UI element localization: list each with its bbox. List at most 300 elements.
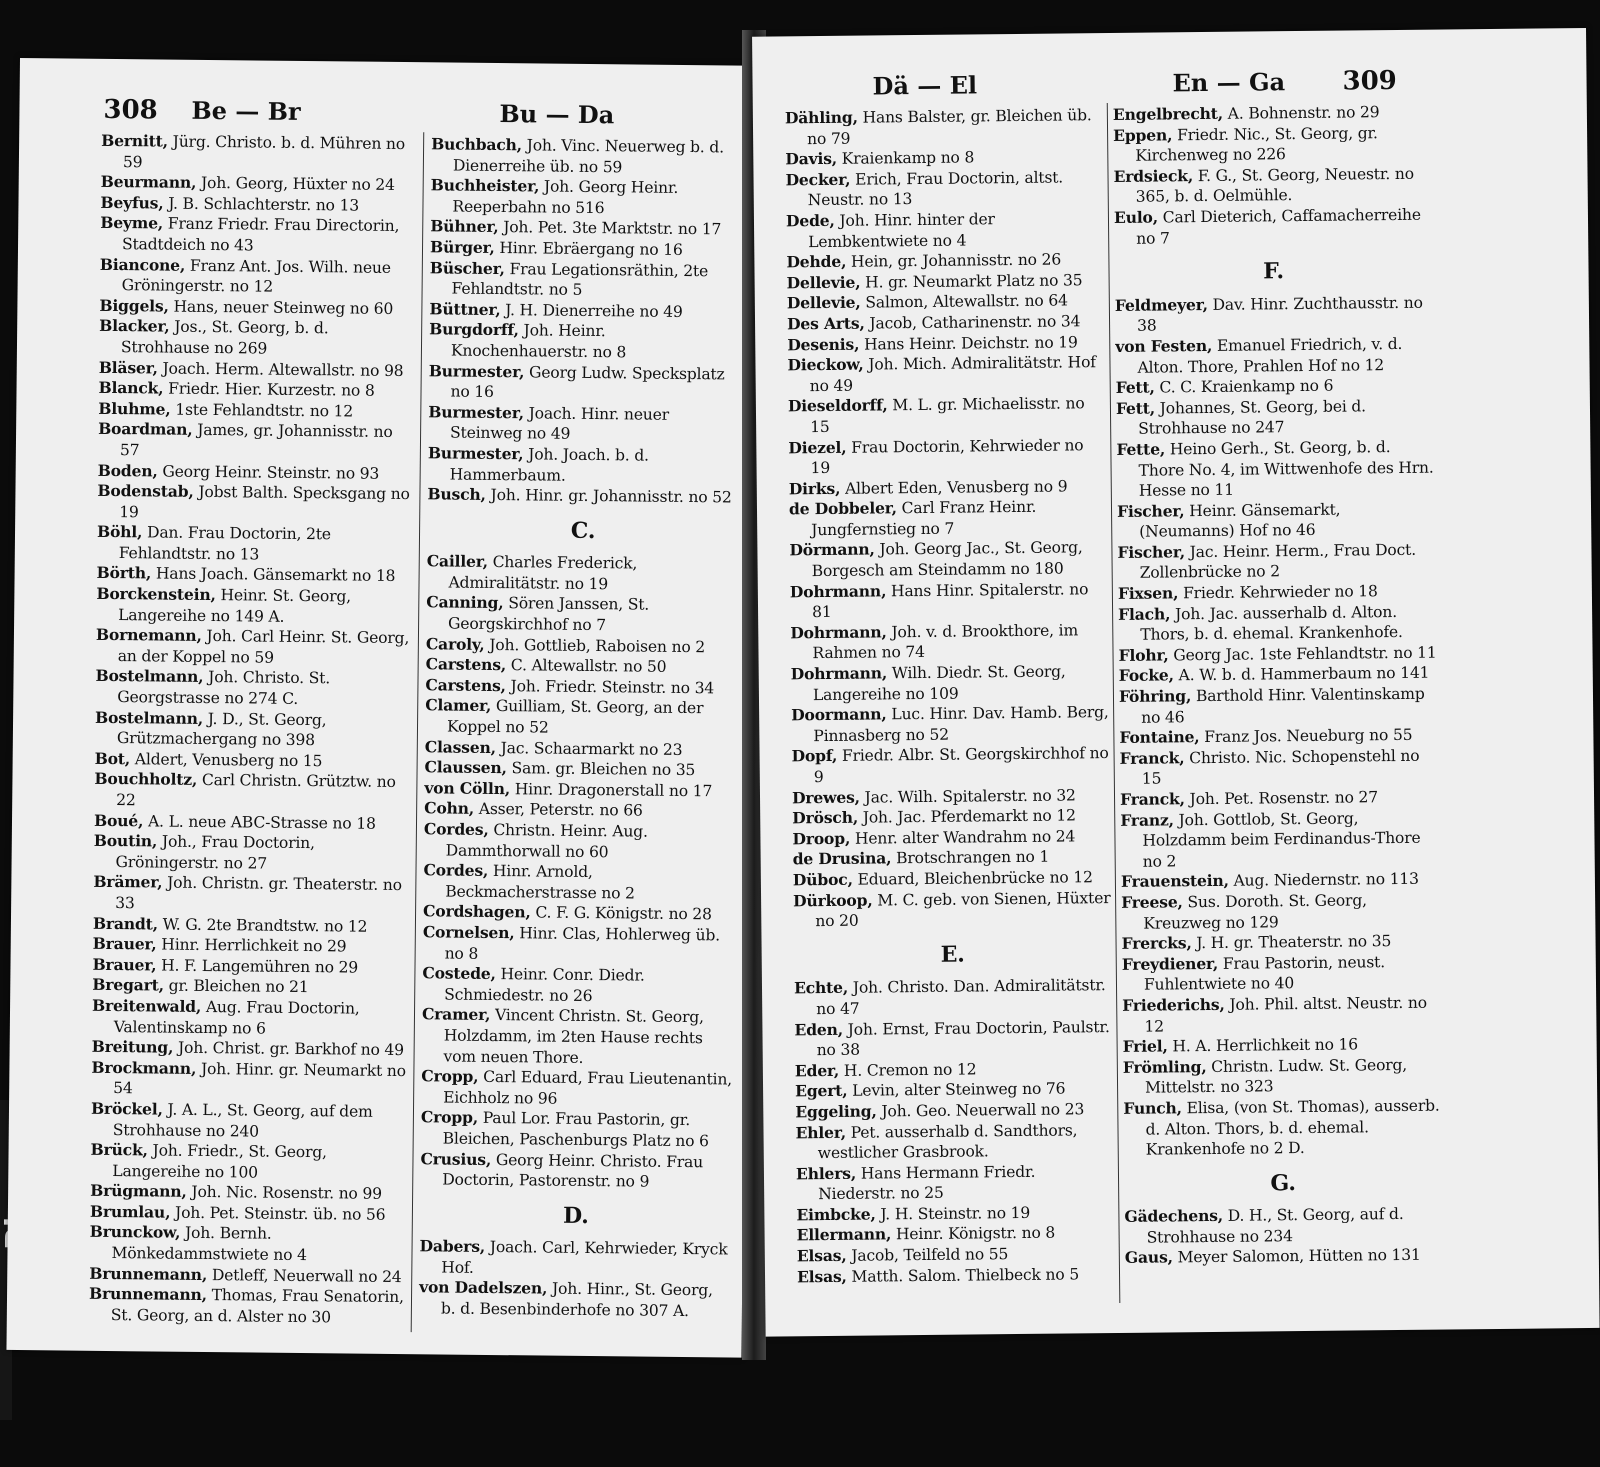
entry-surname: Drewes, <box>791 787 860 807</box>
entry-surname: Dellevie, <box>786 292 861 313</box>
entry-details: Aug. Frau Doctorin, Valentinskamp no 6 <box>113 997 360 1038</box>
entry-details: Eduard, Bleichenbrücke no 12 <box>852 868 1093 889</box>
entry-surname: Dieseldorff, <box>787 395 888 416</box>
entry-details: Frau Doctorin, Kehrwieder no 19 <box>810 435 1084 478</box>
entry-details: Johannes, St. Georg, bei d. Strohhause no 247 <box>1138 397 1366 439</box>
entry-details: J. H. Dienerreihe no 49 <box>500 300 683 321</box>
entry-details: Hans Hinr. Spitalerstr. no 81 <box>811 579 1089 622</box>
entry-surname: Brück, <box>90 1139 148 1160</box>
entry-details: Hinr. Arnold, Beckmacherstrasse no 2 <box>445 862 635 903</box>
entry-details: Salmon, Altewallstr. no 64 <box>860 291 1068 312</box>
directory-entry <box>1121 869 1439 893</box>
entry-details: Heino Gerh., St. Georg, b. d. Thore No. 4, im Wittwenhofe des Hrn. Hesse no 11 <box>1138 437 1434 500</box>
entry-details: Franz Jos. Neueburg no 55 <box>1199 726 1413 747</box>
entry-details: Jacob, Catharinenstr. no 34 <box>864 312 1081 333</box>
entry-surname: Doormann, <box>791 704 887 725</box>
entry-surname: Brunnemann, <box>89 1263 208 1284</box>
directory-entry <box>787 311 1105 335</box>
entry-details: Jac. Heinr. Herm., Frau Doct. Zollenbrücke no 2 <box>1139 540 1417 583</box>
entry-surname: Diezel, <box>788 437 847 457</box>
directory-entry <box>794 1017 1112 1062</box>
entry-surname: Dirks, <box>788 478 841 499</box>
directory-entry <box>428 361 740 405</box>
entry-details: Detleff, Neuerwall no 24 <box>207 1265 402 1286</box>
entry-surname: Cohn, <box>424 798 475 819</box>
entry-surname: Bot, <box>94 748 131 769</box>
entry-surname: Cordshagen, <box>422 901 531 922</box>
entry-details: M. L. gr. Michaelisstr. no 15 <box>810 394 1085 437</box>
entry-details: M. C. geb. von Sienen, Hüxter no 20 <box>815 888 1111 931</box>
entry-details: Pet. ausserhalb d. Sandthors, westlicher Grasbrook. <box>817 1120 1078 1163</box>
entry-details: Carl Christn. Grütztw. no 22 <box>116 771 396 810</box>
entry-surname: Drösch, <box>792 807 859 828</box>
directory-entry <box>1122 951 1440 996</box>
directory-entry <box>89 1284 407 1329</box>
directory-column <box>785 105 1115 1288</box>
directory-entry <box>97 522 415 567</box>
entry-details: Christn. Ludw. St. Georg, Mittelstr. no 323 <box>1144 1055 1408 1097</box>
entry-details: Heinr. Königstr. no 8 <box>891 1224 1056 1244</box>
directory-entry <box>419 1278 731 1322</box>
entry-details: Joh. Hinr., St. Georg, b. d. Besenbinderhofe no 307 A. <box>440 1280 713 1321</box>
entry-details: Aug. Niedernstr. no 113 <box>1228 870 1419 891</box>
entry-surname: Freydiener, <box>1121 953 1219 974</box>
section-letter: E. <box>940 941 965 968</box>
entry-surname: Burmester, <box>428 360 525 381</box>
entry-surname: Dellevie, <box>786 272 861 293</box>
directory-entry <box>100 213 418 258</box>
page-number: 308 <box>103 94 158 126</box>
entry-surname: Busch, <box>427 484 486 504</box>
entry-surname: Bostelmann, <box>95 666 204 687</box>
entry-details: Aldert, Venusberg no 15 <box>129 750 323 771</box>
directory-entry <box>92 996 410 1041</box>
entry-details: Luc. Hinr. Dav. Hamb. Berg, Pinnasberg no 52 <box>813 703 1109 745</box>
entry-surname: von Dadelszen, <box>419 1277 548 1299</box>
directory-entry <box>89 1222 407 1267</box>
entry-details: Hans Heinr. Deichstr. no 19 <box>859 332 1078 354</box>
directory-entry <box>1120 807 1439 872</box>
entry-details: C. Altewallstr. no 50 <box>505 656 667 677</box>
entry-surname: Clamer, <box>425 695 492 716</box>
entry-details: Joh. Joach. b. d. Hammerbaum. <box>449 445 649 485</box>
directory-entry <box>428 443 740 487</box>
entry-surname: Caroly, <box>425 633 485 654</box>
entry-details: Joh. Hinr. gr. Neumarkt no 54 <box>113 1059 406 1098</box>
entry-surname: Dohrmann, <box>789 581 887 602</box>
running-header-right: En — Ga <box>1172 67 1286 98</box>
entry-surname: Franck, <box>1119 748 1185 768</box>
entry-surname: Feldmeyer, <box>1114 294 1208 315</box>
entry-details: Christo. Nic. Schopenstehl no 15 <box>1141 746 1420 789</box>
entry-details: Frau Legationsräthin, 2te Fehlandtstr. no 5 <box>451 259 709 300</box>
entry-surname: Borckenstein, <box>96 583 216 605</box>
entry-surname: Brunckow, <box>89 1222 181 1243</box>
directory-entry <box>429 320 741 364</box>
entry-details: Joh. Gottlieb, Raboisen no 2 <box>484 635 706 656</box>
directory-entry <box>793 888 1111 933</box>
directory-entry <box>790 579 1108 624</box>
entry-details: Joh., Frau Doctorin, Gröningerstr. no 27 <box>115 832 315 873</box>
entry-details: Henr. alter Wandrahm no 24 <box>850 827 1076 848</box>
entry-surname: Buchbach, <box>431 134 523 155</box>
entry-surname: Bröckel, <box>90 1098 163 1119</box>
entry-details: Friedr. Nic., St. Georg, gr. Kirchenweg no 226 <box>1135 123 1378 165</box>
directory-entry <box>793 867 1111 891</box>
directory-entry <box>91 1058 409 1103</box>
directory-entry <box>795 1120 1113 1165</box>
entry-details: F. G., St. Georg, Neuestr. no 365, b. d. Oelmühle. <box>1135 164 1414 207</box>
entry-surname: Beyfus, <box>100 192 164 213</box>
section-letter: C. <box>570 517 596 544</box>
entry-surname: Flohr, <box>1118 645 1169 665</box>
entry-details: W. G. 2te Brandtstw. no 12 <box>157 915 368 936</box>
entry-surname: Dede, <box>785 210 835 231</box>
entry-surname: Breitung, <box>91 1036 174 1057</box>
directory-entry <box>786 208 1104 253</box>
directory-entry <box>789 538 1107 583</box>
entry-surname: Cornelsen, <box>422 922 515 943</box>
directory-entry <box>1113 163 1431 208</box>
entry-surname: Focke, <box>1118 665 1174 686</box>
entry-surname: Elsas, <box>796 1245 847 1266</box>
directory-entry <box>93 872 411 917</box>
entry-details: Frau Pastorin, neust. Fuhlentwiete no 40 <box>1143 952 1385 995</box>
entry-surname: Breitenwald, <box>91 995 202 1016</box>
entry-surname: Brunnemann, <box>88 1284 208 1305</box>
entry-surname: Föhring, <box>1118 686 1192 706</box>
entry-surname: Bostelmann, <box>95 707 204 728</box>
entry-details: J. A. L., St. Georg, auf dem Strohhause no 240 <box>112 1100 373 1141</box>
directory-entry <box>90 1140 408 1185</box>
entry-surname: Canning, <box>426 592 504 613</box>
entry-details: Emanuel Friedrich, v. d. Alton. Thore, Prahlen Hof no 12 <box>1137 334 1403 377</box>
directory-entry <box>421 1005 734 1070</box>
entry-details: Joh. Vinc. Neuerweg b. d. Dienerreihe üb. no 59 <box>452 136 724 176</box>
entry-details: Joh. Jac. Pferdemarkt no 12 <box>857 806 1076 827</box>
entry-surname: Bluhme, <box>98 398 171 419</box>
directory-entry <box>1118 601 1436 646</box>
entry-surname: Fixsen, <box>1117 583 1179 603</box>
entry-details: Kraienkamp no 8 <box>836 148 975 169</box>
entry-details: Joh. Christo. Dan. Admiralitätstr. no 47 <box>816 976 1106 1019</box>
entry-details: Elisa, (von St. Thomas), ausserb. d. Alton. Thors, b. d. ehemal. Krankenhofe no 2 D. <box>1145 1096 1440 1159</box>
directory-entry <box>424 819 736 863</box>
directory-entry <box>1123 1054 1441 1099</box>
entry-details: A. L. neue ABC-Strasse no 18 <box>143 811 376 833</box>
entry-surname: Dabers, <box>419 1236 486 1257</box>
entry-surname: Boué, <box>93 810 144 830</box>
entry-details: Joh. Friedr. Steinstr. no 34 <box>505 676 715 698</box>
entry-details: J. H. gr. Theaterstr. no 35 <box>1191 932 1392 953</box>
entry-surname: Eimbcke, <box>796 1204 876 1225</box>
directory-entry <box>425 696 737 740</box>
entry-surname: Börth, <box>96 563 152 583</box>
page-number: 309 <box>1342 65 1397 97</box>
entry-details: Levin, alter Steinweg no 76 <box>847 1079 1066 1101</box>
directory-entry <box>422 963 734 1007</box>
directory-entry <box>1122 993 1440 1038</box>
entry-details: Hein, gr. Johannisstr. no 26 <box>846 250 1062 271</box>
entry-details: Joh. Georg Jac., St. Georg, Borgesch am Steindamm no 180 <box>811 538 1083 581</box>
entry-surname: Desenis, <box>787 334 860 354</box>
entry-surname: Dohrmann, <box>790 622 887 643</box>
running-header-right: Bu — Da <box>499 99 615 130</box>
entry-surname: de Drusina, <box>792 848 892 869</box>
entry-surname: Eder, <box>794 1060 840 1081</box>
entry-surname: Ehlers, <box>795 1163 857 1184</box>
entry-surname: Boardman, <box>98 419 193 440</box>
directory-entry <box>101 131 419 176</box>
right-page <box>752 28 1600 1337</box>
entry-details: J. H. Steinstr. no 19 <box>875 1203 1031 1224</box>
entry-surname: Crusius, <box>420 1148 492 1169</box>
entry-details: Meyer Salomon, Hütten no 131 <box>1172 1246 1421 1267</box>
entry-surname: Dopf, <box>791 746 838 766</box>
entry-surname: Eulo, <box>1113 207 1159 227</box>
directory-entry <box>428 402 740 446</box>
entry-surname: Droop, <box>792 828 851 849</box>
entry-details: H. F. Langemühren no 29 <box>156 956 359 977</box>
entry-surname: Dieckow, <box>787 354 864 375</box>
entry-surname: Bürger, <box>429 237 495 257</box>
entry-surname: Buchheister, <box>430 175 540 196</box>
entry-details: Heinr. Gänsemarkt, (Neumanns) Hof no 46 <box>1139 500 1341 541</box>
entry-surname: Dehde, <box>786 251 847 272</box>
entry-details: Joh. Hinr. gr. Johannisstr. no 52 <box>485 485 732 507</box>
entry-details: Sören Janssen, St. Georgskirchhof no 7 <box>448 594 650 635</box>
directory-entry <box>785 105 1103 150</box>
directory-entry <box>791 702 1109 747</box>
entry-details: Sus. Doroth. St. Georg, Kreuzweg no 129 <box>1143 891 1367 933</box>
left-page <box>6 58 754 1358</box>
directory-entry <box>797 1264 1115 1288</box>
entry-details: Dan. Frau Doctorin, 2te Fehlandtstr. no 13 <box>118 523 331 564</box>
entry-surname: Flach, <box>1118 604 1171 624</box>
entry-details: D. H., St. Georg, auf d. Strohhause no 234 <box>1146 1205 1404 1247</box>
entry-surname: Burgdorff, <box>429 319 519 340</box>
entry-details: Hinr. Clas, Hohlerweg üb. no 8 <box>444 924 721 963</box>
entry-surname: Frauenstein, <box>1120 871 1229 892</box>
entry-surname: Cailler, <box>426 551 488 572</box>
entry-details: Joh. Geo. Neuerwall no 23 <box>876 1100 1085 1121</box>
entry-details: C. C. Kraienkamp no 6 <box>1154 376 1334 397</box>
entry-surname: Fontaine, <box>1119 727 1200 748</box>
entry-surname: Elsas, <box>796 1266 847 1286</box>
entry-surname: Claussen, <box>424 757 507 778</box>
directory-entry <box>1117 539 1435 584</box>
directory-column <box>1113 102 1443 1269</box>
entry-surname: Erdsieck, <box>1113 165 1194 186</box>
entry-surname: Franz, <box>1120 809 1174 830</box>
section-letter: G. <box>1270 1169 1296 1197</box>
directory-entry <box>93 831 411 876</box>
entry-details: Jacob, Teilfeld no 55 <box>846 1245 1009 1265</box>
directory-entry <box>426 552 738 596</box>
directory-entry <box>1124 1204 1442 1249</box>
entry-surname: Decker, <box>785 169 851 190</box>
directory-entry <box>95 707 413 752</box>
entry-details: H. A. Herrlichkeit no 16 <box>1167 1035 1358 1056</box>
directory-entry <box>1123 1095 1442 1160</box>
directory-entry <box>788 435 1106 480</box>
entry-surname: Franck, <box>1119 789 1185 809</box>
entry-details: A. W. b. d. Hammerbaum no 141 <box>1173 664 1430 685</box>
entry-surname: Brügmann, <box>90 1181 187 1202</box>
entry-surname: Dörmann, <box>789 539 875 560</box>
entry-details: Friedr. Kehrwieder no 18 <box>1178 582 1378 603</box>
entry-surname: Cropp, <box>420 1107 479 1128</box>
directory-entry <box>95 666 413 711</box>
entry-details: Joh. Pet. Rosenstr. no 27 <box>1184 788 1379 809</box>
entry-details: Joh. Bernh. Mönkedammstwiete no 4 <box>111 1224 307 1265</box>
entry-surname: Ellermann, <box>796 1224 892 1245</box>
directory-entry <box>789 496 1107 541</box>
entry-details: James, gr. Johannisstr. no 57 <box>119 421 393 460</box>
entry-details: Guilliam, St. Georg, an der Koppel no 52 <box>446 697 704 737</box>
entry-surname: Bornemann, <box>95 625 202 646</box>
entry-surname: Engelbrecht, <box>1112 103 1224 124</box>
entry-surname: Ehler, <box>795 1122 847 1142</box>
entry-surname: Düboc, <box>792 869 853 890</box>
entry-details: Georg Heinr. Steinstr. no 93 <box>157 461 380 483</box>
entry-surname: Eden, <box>794 1019 844 1039</box>
entry-details: Joh. Gottlob, St. Georg, Holzdamm beim Ferdinandus-Thore no 2 <box>1142 809 1421 871</box>
entry-details: Albert Eden, Venusberg no 9 <box>840 477 1068 498</box>
entry-details: Joh. Friedr., St. Georg, Langereihe no 100 <box>112 1141 327 1182</box>
entry-surname: Fett, <box>1115 398 1156 418</box>
entry-details: Jos., St. Georg, b. d. Strohhause no 269 <box>120 317 329 358</box>
directory-entry <box>100 254 418 299</box>
directory-entry <box>790 620 1108 665</box>
entry-details: Sam. gr. Bleichen no 35 <box>506 759 696 780</box>
entry-surname: Brandt, <box>92 913 159 934</box>
entry-surname: Burmester, <box>427 443 524 464</box>
entry-details: Asser, Peterstr. no 66 <box>473 800 643 820</box>
entry-details: A. Bohnenstr. no 29 <box>1222 103 1380 123</box>
entry-details: Joh. Pet. Steinstr. üb. no 56 <box>170 1203 386 1224</box>
entry-surname: Bouchholtz, <box>94 769 198 790</box>
entry-surname: Biancone, <box>99 254 186 275</box>
entry-details: Joach. Herm. Altewallstr. no 98 <box>157 358 404 380</box>
directory-entry <box>792 826 1110 850</box>
directory-entry <box>96 584 414 629</box>
entry-details: Joh. Mich. Admiralitätstr. Hof no 49 <box>809 353 1096 395</box>
entry-surname: Gädechens, <box>1124 1206 1224 1227</box>
entry-details: Hinr. Ebräergang no 16 <box>494 238 683 259</box>
directory-entry <box>94 769 412 814</box>
directory-entry <box>1114 205 1432 250</box>
entry-details: Hinr. Dragonerstall no 17 <box>509 779 713 801</box>
entry-surname: Büttner, <box>429 299 501 319</box>
directory-entry <box>785 167 1103 212</box>
directory-entry <box>421 1066 733 1110</box>
directory-entry <box>791 661 1109 706</box>
entry-surname: Echte, <box>793 978 849 998</box>
directory-entry <box>96 625 414 670</box>
entry-details: Joh. Jac. ausserhalb d. Alton. Thors, b. d. ehemal. Krankenhofe. <box>1140 602 1403 644</box>
entry-details: Georg Heinr. Christo. Frau Doctorin, Pastorenstr. no 9 <box>442 1150 704 1191</box>
directory-entry <box>1115 334 1433 379</box>
entry-surname: Brumlau, <box>89 1201 171 1222</box>
entry-surname: Funch, <box>1123 1098 1182 1118</box>
section-letter: D. <box>562 1202 589 1229</box>
entry-surname: Fette, <box>1116 439 1166 459</box>
directory-entry <box>99 316 417 361</box>
entry-surname: Classen, <box>424 736 497 757</box>
entry-surname: Beurmann, <box>100 172 197 193</box>
directory-entry <box>787 352 1105 397</box>
directory-entry <box>420 1149 732 1193</box>
directory-entry <box>423 922 735 966</box>
entry-details: Joh. Ernst, Frau Doctorin, Paulstr. no 38 <box>816 1017 1110 1060</box>
directory-entry <box>427 484 739 508</box>
entry-surname: von Festen, <box>1115 335 1213 356</box>
entry-surname: Freese, <box>1121 892 1183 912</box>
entry-surname: Blacker, <box>99 316 170 336</box>
section-letter: F. <box>1263 258 1284 285</box>
entry-surname: Cramer, <box>421 1004 491 1025</box>
entry-details: Paul Lor. Frau Pastorin, gr. Bleichen, Paschenburgs Platz no 6 <box>442 1109 709 1151</box>
entry-details: Wilh. Diedr. St. Georg, Langereihe no 109 <box>812 662 1066 704</box>
entry-surname: Frercks, <box>1121 933 1192 954</box>
entry-details: Vincent Christn. St. Georg, Holzdamm, im 2ten Hause rechts vom neuen Thore. <box>443 1006 704 1067</box>
entry-details: Charles Frederick, Admiralitätstr. no 19 <box>448 553 638 594</box>
entry-details: Jürg. Christo. b. d. Mühren no 59 <box>122 132 406 171</box>
entry-details: Franz Friedr. Frau Directorin, Stadtdeich no 43 <box>121 214 400 255</box>
entry-details: Hans Balster, gr. Bleichen üb. no 79 <box>807 106 1092 148</box>
entry-details: Hans, neuer Steinweg no 60 <box>168 297 394 318</box>
entry-surname: Dähling, <box>784 107 858 128</box>
entry-details: gr. Bleichen no 21 <box>163 976 309 997</box>
entry-details: Joh. Georg Heinr. Reeperbahn no 516 <box>452 177 679 217</box>
directory-entry <box>1121 890 1439 935</box>
entry-details: Joh. v. d. Brookthore, im Rahmen no 74 <box>812 621 1079 663</box>
entry-surname: Frömling, <box>1122 1056 1207 1077</box>
entry-surname: Büscher, <box>429 257 505 278</box>
directory-entry <box>423 860 735 904</box>
directory-entry <box>1119 684 1437 729</box>
entry-surname: Bühner, <box>430 216 499 237</box>
entry-details: Joh. Phil. altst. Neustr. no 12 <box>1144 993 1427 1036</box>
entry-details: Christn. Heinr. Aug. Dammthorwall no 60 <box>445 820 648 861</box>
entry-details: Joh. Pet. 3te Marktstr. no 17 <box>498 218 722 239</box>
directory-entry <box>431 134 743 178</box>
entry-details: Carl Dieterich, Caffamacherreihe no 7 <box>1136 205 1421 248</box>
entry-surname: Fischer, <box>1117 542 1185 562</box>
entry-details: Joh. Christ. gr. Barkhof no 49 <box>173 1038 405 1060</box>
entry-surname: Carstens, <box>425 654 507 675</box>
entry-details: Joh. Christn. gr. Theaterstr. no 33 <box>115 873 402 913</box>
directory-entry <box>1116 395 1434 440</box>
entry-details: Heinr. Conr. Diedr. Schmiedestr. no 26 <box>444 965 645 1005</box>
directory-entry <box>791 743 1109 788</box>
entry-surname: Boutin, <box>93 831 158 851</box>
directory-entry <box>426 593 738 637</box>
entry-surname: Friederichs, <box>1122 994 1225 1015</box>
entry-details: Friedr. Albr. St. Georgskirchhof no 9 <box>813 744 1109 787</box>
directory-entry <box>1125 1245 1443 1269</box>
entry-details: J. D., St. Georg, Grützmachergang no 398 <box>116 709 327 750</box>
entry-surname: Eppen, <box>1112 124 1173 145</box>
entry-surname: Beyme, <box>100 213 164 233</box>
entry-details: Carl Franz Heinr. Jungfernstieg no 7 <box>811 498 1037 540</box>
entry-surname: Brauer, <box>92 954 157 975</box>
entry-details: Barthold Hinr. Valentinskamp no 46 <box>1141 684 1425 727</box>
entry-details: Joach. Hinr. neuer Steinweg no 49 <box>450 404 670 444</box>
entry-surname: Brockmann, <box>91 1057 197 1078</box>
entry-details: Brotschrangen no 1 <box>891 848 1050 868</box>
